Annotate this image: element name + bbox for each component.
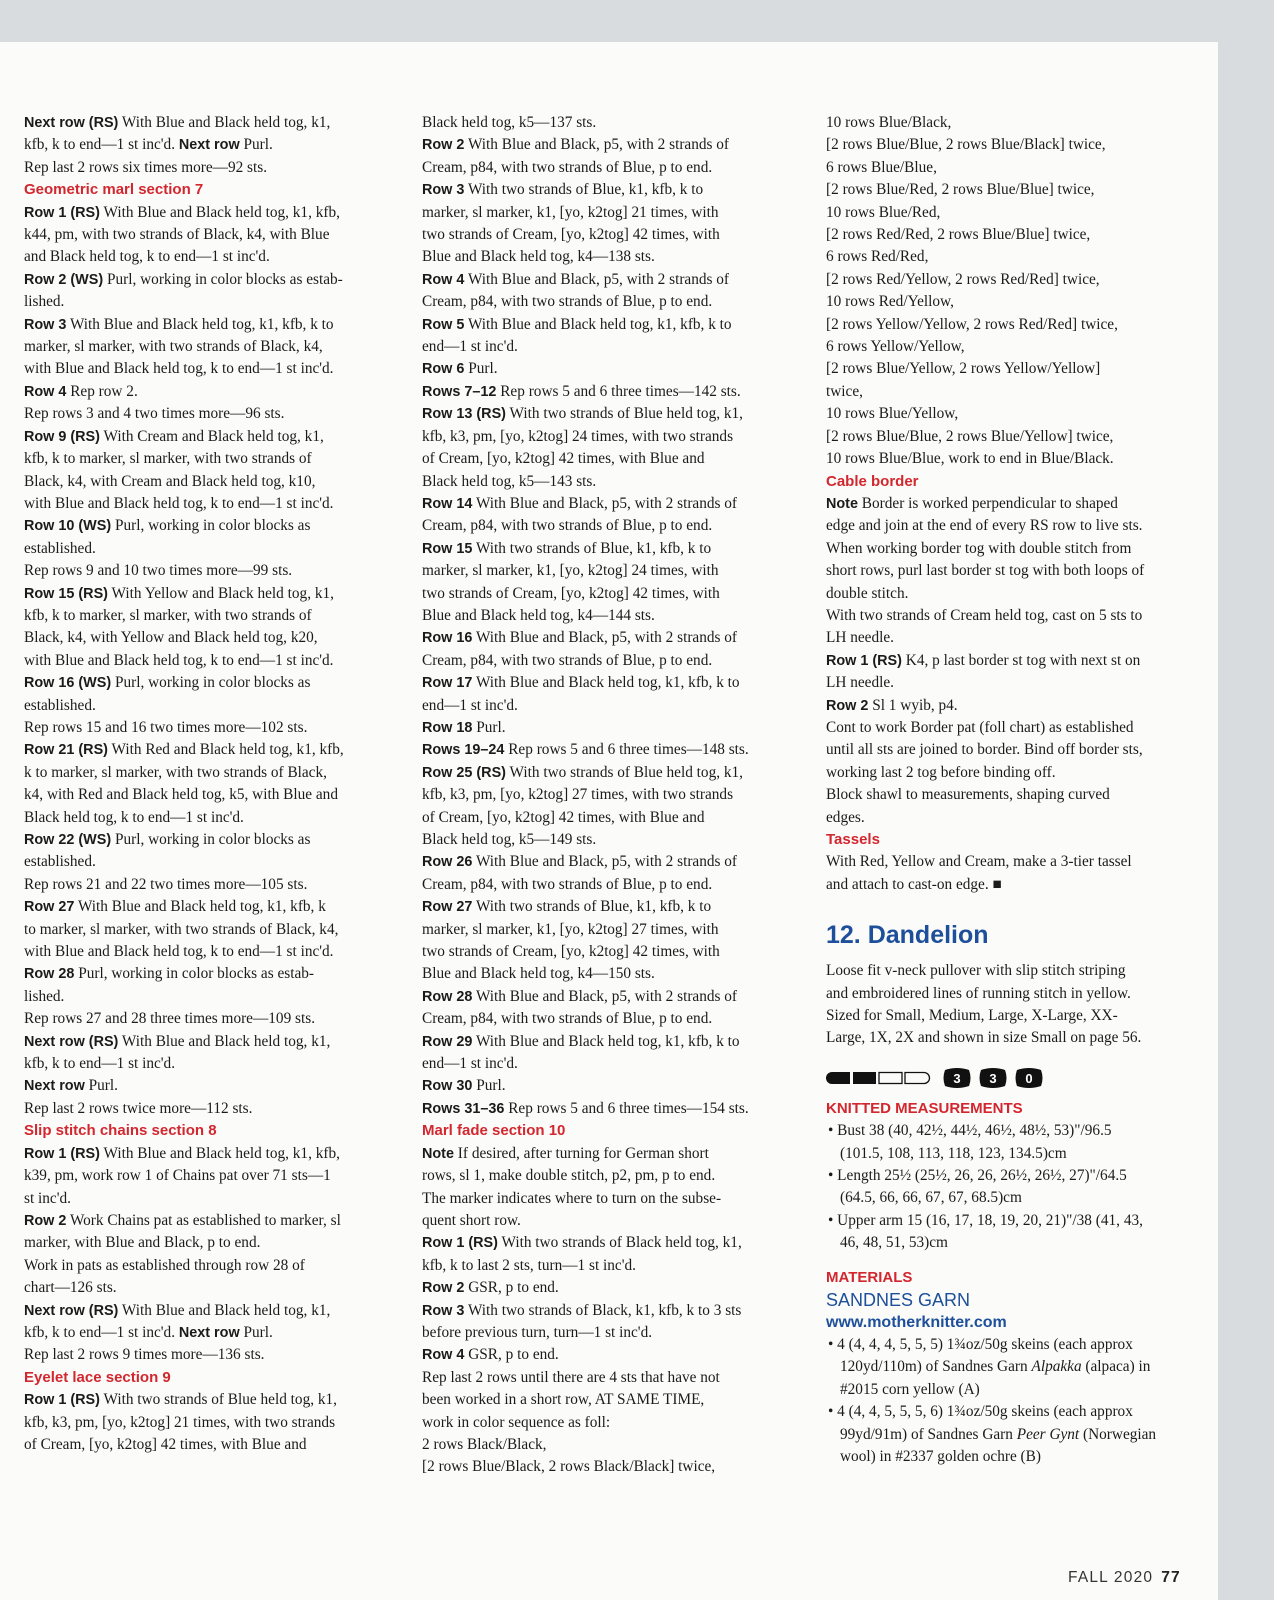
instruction-line: Row 25 (RS) With two strands of Blue held tog, k1, (422, 763, 744, 781)
instruction-line: quent short row. (422, 1211, 521, 1229)
instruction-line: k39, pm, work row 1 of Chains pat over 71 sts—1 (24, 1167, 331, 1185)
instruction-line: of Cream, [yo, k2tog] 42 times, with Blue and (24, 1435, 307, 1453)
instruction-line: kfb, k to end—1 st inc'd. Next row Purl. (24, 1323, 273, 1341)
yarn-brand: SANDNES GARN (826, 1290, 971, 1311)
instruction-line: Row 27 With two strands of Blue, k1, kfb, k to (422, 898, 712, 916)
instruction-line: [2 rows Red/Yellow, 2 rows Red/Red] twice, (826, 270, 1100, 288)
instruction-line: Row 2 Sl 1 wyib, p4. (826, 696, 958, 714)
instruction-line: Rep rows 9 and 10 two times more—99 sts. (24, 562, 293, 580)
instruction-line: before previous turn, turn—1 st inc'd. (422, 1323, 653, 1341)
section-heading: Tassels (826, 831, 880, 848)
instruction-line: 6 rows Red/Red, (826, 248, 929, 266)
instruction-line: Row 1 (RS) With Blue and Black held tog, k1, kfb, (24, 203, 340, 221)
instruction-line: [2 rows Blue/Blue, 2 rows Blue/Yellow] twice, (826, 427, 1114, 445)
column-3 (826, 112, 1192, 1468)
instruction-line: Row 6 Purl. (422, 360, 498, 378)
instruction-line: with Blue and Black held tog, k to end—1 st inc'd. (24, 651, 334, 669)
instruction-line: kfb, k to end—1 st inc'd. Next row Purl. (24, 136, 273, 154)
instruction-line: Cream, p84, with two strands of Blue, p to end. (422, 651, 713, 669)
material-item: • 4 (4, 4, 4, 5, 5, 5) 1¾oz/50g skeins (each approx 120yd/110m) of Sandnes Garn Alpakka (alpaca) in #2015 corn yellow (A) (828, 1335, 1151, 1398)
yarn-weight-icon (978, 1066, 1008, 1090)
instruction-line: Next row (RS) With Blue and Black held tog, k1, (24, 1301, 331, 1319)
instruction-line: Row 5 With Blue and Black held tog, k1, kfb, k to (422, 315, 732, 333)
instruction-line: end—1 st inc'd. (422, 338, 518, 356)
instruction-line: marker, sl marker, with two strands of Black, k4, (24, 338, 323, 356)
instruction-line: With Red, Yellow and Cream, make a 3-tier tassel (826, 853, 1132, 871)
instruction-line: Row 4 Rep row 2. (24, 382, 138, 400)
instruction-line: Rep last 2 rows 9 times more—136 sts. (24, 1346, 265, 1364)
instruction-line: Row 14 With Blue and Black, p5, with 2 strands of (422, 494, 738, 512)
instruction-line: [2 rows Yellow/Yellow, 2 rows Red/Red] twice, (826, 315, 1118, 333)
instruction-line: Black held tog, k5—143 sts. (422, 472, 597, 490)
page-folio (1068, 1569, 1181, 1587)
instruction-line: Row 2 Work Chains pat as established to marker, sl (24, 1211, 341, 1229)
instruction-line: Rep rows 3 and 4 two times more—96 sts. (24, 405, 285, 423)
instruction-line: Next row Purl. (24, 1077, 118, 1095)
instruction-line: of Cream, [yo, k2tog] 42 times, with Blue and (422, 808, 705, 826)
instruction-line: 6 rows Blue/Blue, (826, 158, 937, 176)
instruction-line: and Black held tog, k to end—1 st inc'd. (24, 248, 270, 266)
instruction-line: Row 3 With Blue and Black held tog, k1, kfb, k to (24, 315, 334, 333)
materials-heading: MATERIALS (826, 1268, 913, 1286)
skill-segment-1 (826, 1072, 850, 1084)
section-heading: Geometric marl section 7 (24, 181, 204, 199)
magazine-page (0, 42, 1218, 1600)
yarn-weight-icon (942, 1066, 972, 1090)
instruction-line: k to marker, sl marker, with two strands of Black, (24, 763, 327, 781)
instruction-line: Row 1 (RS) With two strands of Blue held tog, k1, (24, 1391, 337, 1409)
instruction-line: 2 rows Black/Black, (422, 1435, 547, 1453)
page-number: 77 (1161, 1569, 1181, 1586)
instruction-line: Cream, p84, with two strands of Blue, p to end. (422, 875, 713, 893)
instruction-line: Next row (RS) With Blue and Black held tog, k1, (24, 1032, 331, 1050)
instruction-line: kfb, k3, pm, [yo, k2tog] 27 times, with two strands (422, 786, 734, 804)
instruction-line: Row 2 With Blue and Black, p5, with 2 strands of (422, 136, 730, 154)
instruction-line: k44, pm, with two strands of Black, k4, with Blue (24, 226, 330, 244)
instruction-line: established. (24, 539, 96, 557)
instruction-line: Row 28 Purl, working in color blocks as estab- (24, 965, 315, 983)
instruction-line: end—1 st inc'd. (422, 696, 518, 714)
instruction-line: short rows, purl last border st tog with both loops of (826, 562, 1145, 580)
instruction-line: edge and join at the end of every RS row to live sts. (826, 517, 1143, 535)
instruction-line: Row 22 (WS) Purl, working in color blocks as (24, 831, 311, 848)
pattern-title: 12. Dandelion (826, 921, 989, 950)
instruction-line: Cont to work Border pat (foll chart) as established (826, 718, 1134, 736)
section-heading: Eyelet lace section 9 (24, 1368, 171, 1386)
section-heading: Cable border (826, 472, 919, 490)
instruction-line: st inc'd. (24, 1189, 71, 1207)
instruction-line: Row 1 (RS) With two strands of Black held tog, k1, (422, 1234, 742, 1252)
instruction-line: 10 rows Blue/Yellow, (826, 405, 959, 423)
instruction-line: established. (24, 696, 96, 714)
yarn-weight-icon (1014, 1066, 1044, 1090)
instruction-line: [2 rows Blue/Yellow, 2 rows Yellow/Yellow] (826, 360, 1101, 378)
instruction-line: Blue and Black held tog, k4—144 sts. (422, 606, 655, 624)
instruction-line: Row 18 Purl. (422, 718, 506, 736)
instruction-line: Note Border is worked perpendicular to shaped (826, 494, 1118, 512)
instruction-line: Row 13 (RS) With two strands of Blue held tog, k1, (422, 405, 744, 423)
measurement-item: • Bust 38 (40, 42½, 44½, 46½, 48½, 53)"/96.5 (101.5, 108, 113, 118, 123, 134.5)cm (828, 1122, 1112, 1162)
instruction-line: Row 15 (RS) With Yellow and Black held tog, k1, (24, 584, 334, 602)
pattern-intro-line: Loose fit v-neck pullover with slip stitch striping (826, 962, 1126, 980)
pattern-intro-line: Large, 1X, 2X and shown in size Small on page 56. (826, 1029, 1142, 1047)
instruction-line: work in color sequence as foll: (422, 1413, 611, 1431)
instruction-line: Cream, p84, with two strands of Blue, p to end. (422, 293, 713, 311)
instruction-line: Cream, p84, with two strands of Blue, p to end. (422, 158, 713, 176)
instruction-line: double stitch. (826, 584, 909, 602)
instruction-line: kfb, k to marker, sl marker, with two strands of (24, 606, 312, 624)
instruction-line: kfb, k to last 2 sts, turn—1 st inc'd. (422, 1256, 636, 1274)
pattern-intro-line: Sized for Small, Medium, Large, X-Large, XX- (826, 1007, 1118, 1025)
instruction-line: Row 1 (RS) With Blue and Black held tog, k1, kfb, (24, 1144, 340, 1162)
instruction-line: with Blue and Black held tog, k to end—1 st inc'd. (24, 494, 334, 512)
instruction-line: Row 30 Purl. (422, 1077, 506, 1095)
instruction-line: Row 16 With Blue and Black, p5, with 2 strands of (422, 629, 738, 647)
instruction-line: Row 21 (RS) With Red and Black held tog, k1, kfb, (24, 741, 344, 759)
instruction-line: Black held tog, k to end—1 st inc'd. (24, 808, 244, 826)
instruction-line: Black held tog, k5—149 sts. (422, 831, 597, 848)
instruction-line: lished. (24, 293, 65, 311)
section-heading: Slip stitch chains section 8 (24, 1122, 217, 1140)
instruction-line: Rep rows 21 and 22 two times more—105 sts. (24, 875, 308, 893)
column-1 (24, 112, 400, 1456)
instruction-line: established. (24, 853, 96, 871)
skill-segment-2 (853, 1072, 876, 1084)
instruction-line: marker, with Blue and Black, p to end. (24, 1234, 261, 1252)
instruction-line: k4, with Red and Black held tog, k5, with Blue and (24, 786, 338, 804)
section-heading: Marl fade section 10 (422, 1122, 566, 1140)
instruction-line: Row 26 With Blue and Black, p5, with 2 strands of (422, 853, 738, 871)
instruction-line: marker, sl marker, k1, [yo, k2tog] 27 times, with (422, 920, 719, 938)
instruction-line: until all sts are joined to border. Bind off border sts, (826, 741, 1143, 759)
instruction-line: LH needle. (826, 674, 894, 692)
measurement-item: • Length 25½ (25½, 26, 26, 26½, 26½, 27)"/64.5 (64.5, 66, 66, 67, 67, 68.5)cm (828, 1167, 1127, 1207)
instruction-line: Black, k4, with Yellow and Black held tog, k20, (24, 629, 318, 647)
instruction-line: twice, (826, 382, 863, 400)
instruction-line: 10 rows Blue/Black, (826, 114, 952, 131)
instruction-line: [2 rows Blue/Red, 2 rows Blue/Blue] twice, (826, 181, 1095, 199)
instruction-line: Rep rows 15 and 16 two times more—102 sts. (24, 718, 308, 736)
instruction-line: Row 29 With Blue and Black held tog, k1, kfb, k to (422, 1032, 740, 1050)
instruction-line: chart—126 sts. (24, 1279, 117, 1297)
instruction-line: Rows 7–12 Rep rows 5 and 6 three times—142 sts. (422, 382, 741, 400)
instruction-line: With two strands of Cream held tog, cast on 5 sts to (826, 606, 1143, 624)
instruction-line: Rows 31–36 Rep rows 5 and 6 three times—154 sts. (422, 1099, 749, 1117)
skill-segment-3 (879, 1072, 902, 1083)
pattern-intro-line: and embroidered lines of running stitch in yellow. (826, 984, 1131, 1002)
instruction-line: been worked in a short row, AT SAME TIME, (422, 1391, 705, 1409)
yarn-weight-number: 3 (953, 1070, 961, 1086)
instruction-line: Row 15 With two strands of Blue, k1, kfb, k to (422, 539, 712, 557)
skill-and-yarn-icons (826, 1066, 1192, 1090)
instruction-line: Row 4 With Blue and Black, p5, with 2 strands of (422, 270, 730, 288)
instruction-line: 10 rows Blue/Blue, work to end in Blue/Black. (826, 450, 1114, 468)
instruction-line: Blue and Black held tog, k4—138 sts. (422, 248, 655, 266)
instruction-line: Rep last 2 rows twice more—112 sts. (24, 1099, 253, 1117)
instruction-line: lished. (24, 987, 65, 1005)
instruction-line: and attach to cast-on edge. ■ (826, 875, 1002, 893)
instruction-line: kfb, k3, pm, [yo, k2tog] 24 times, with two strands (422, 427, 734, 445)
instruction-line: marker, sl marker, k1, [yo, k2tog] 21 times, with (422, 203, 719, 221)
yarn-weight-number: 3 (989, 1070, 997, 1086)
instruction-line: Rep last 2 rows six times more—92 sts. (24, 158, 268, 176)
instruction-line: Row 9 (RS) With Cream and Black held tog, k1, (24, 427, 324, 445)
measurements-heading: KNITTED MEASUREMENTS (826, 1099, 1023, 1117)
instruction-line: Rep last 2 rows until there are 4 sts that have not (422, 1368, 720, 1386)
instruction-line: to marker, sl marker, with two strands of Black, k4, (24, 920, 339, 938)
instruction-line: 10 rows Blue/Red, (826, 203, 941, 221)
instruction-line: [2 rows Blue/Blue, 2 rows Blue/Black] twice, (826, 136, 1106, 154)
instruction-line: Row 2 (WS) Purl, working in color blocks as estab- (24, 270, 343, 288)
instruction-line: Rep rows 27 and 28 three times more—109 sts. (24, 1010, 316, 1028)
instruction-line: Row 28 With Blue and Black, p5, with 2 strands of (422, 987, 738, 1005)
yarn-website-link[interactable]: www.motherknitter.com (826, 1313, 1007, 1331)
instruction-line: Row 1 (RS) K4, p last border st tog with next st on (826, 651, 1141, 669)
instruction-line: Row 27 With Blue and Black held tog, k1, kfb, k (24, 898, 326, 916)
instruction-line: 6 rows Yellow/Yellow, (826, 338, 965, 356)
instruction-line: Row 4 GSR, p to end. (422, 1346, 559, 1364)
instruction-line: LH needle. (826, 629, 894, 647)
instruction-line: Cream, p84, with two strands of Blue, p to end. (422, 1010, 713, 1028)
material-item: • 4 (4, 4, 5, 5, 5, 6) 1¾oz/50g skeins (each approx 99yd/91m) of Sandnes Garn Peer Gynt (Norwegian wool) in #2337 golden ochre (B) (828, 1403, 1157, 1465)
instruction-line: Row 16 (WS) Purl, working in color blocks as (24, 674, 311, 692)
instruction-line: kfb, k3, pm, [yo, k2tog] 21 times, with two strands (24, 1413, 336, 1431)
skill-segment-4 (905, 1072, 930, 1083)
instruction-line: Row 17 With Blue and Black held tog, k1, kfb, k to (422, 674, 740, 692)
issue-label: FALL 2020 (1068, 1569, 1154, 1586)
instruction-line: Work in pats as established through row 28 of (24, 1256, 305, 1274)
instruction-line: marker, sl marker, k1, [yo, k2tog] 24 times, with (422, 562, 719, 580)
instruction-line: kfb, k to marker, sl marker, with two strands of (24, 450, 312, 468)
instruction-line: The marker indicates where to turn on the subse- (422, 1189, 722, 1207)
measurement-item: • Upper arm 15 (16, 17, 18, 19, 20, 21)"/38 (41, 43, 46, 48, 51, 53)cm (828, 1211, 1143, 1252)
instruction-line: edges. (826, 808, 865, 826)
instruction-line: two strands of Cream, [yo, k2tog] 42 times, with (422, 584, 720, 602)
instruction-line: Row 2 GSR, p to end. (422, 1279, 559, 1297)
instruction-line: Row 3 With two strands of Blue, k1, kfb, k to (422, 181, 704, 199)
instruction-line: When working border tog with double stitch from (826, 539, 1132, 557)
instruction-line: two strands of Cream, [yo, k2tog] 42 times, with (422, 226, 720, 244)
instruction-line: 10 rows Red/Yellow, (826, 293, 954, 311)
instruction-line: rows, sl 1, make double stitch, p2, pm, p to end. (422, 1167, 716, 1185)
instruction-line: kfb, k to end—1 st inc'd. (24, 1055, 176, 1073)
instruction-line: Next row (RS) With Blue and Black held tog, k1, (24, 114, 331, 131)
instruction-line: Row 3 With two strands of Black, k1, kfb, k to 3 sts (422, 1301, 742, 1319)
skill-level-icon (826, 1070, 936, 1086)
instruction-line: of Cream, [yo, k2tog] 42 times, with Blue and (422, 450, 705, 468)
instruction-line: [2 rows Red/Red, 2 rows Blue/Blue] twice, (826, 226, 1091, 244)
instruction-line: end—1 st inc'd. (422, 1055, 518, 1073)
instruction-line: with Blue and Black held tog, k to end—1 st inc'd. (24, 943, 334, 961)
instruction-line: Blue and Black held tog, k4—150 sts. (422, 965, 655, 983)
instruction-line: Black held tog, k5—137 sts. (422, 114, 597, 131)
yarn-weight-number: 0 (1025, 1070, 1033, 1086)
instruction-line: [2 rows Blue/Black, 2 rows Black/Black] twice, (422, 1458, 716, 1476)
instruction-line: Cream, p84, with two strands of Blue, p to end. (422, 517, 713, 535)
instruction-line: Rows 19–24 Rep rows 5 and 6 three times—148 sts. (422, 741, 749, 759)
instruction-line: working last 2 tog before binding off. (826, 763, 1056, 781)
instruction-line: two strands of Cream, [yo, k2tog] 42 times, with (422, 943, 720, 961)
instruction-line: with Blue and Black held tog, k to end—1 st inc'd. (24, 360, 334, 378)
instruction-line: Row 10 (WS) Purl, working in color blocks as (24, 517, 311, 535)
instruction-line: Black, k4, with Cream and Black held tog, k10, (24, 472, 316, 490)
instruction-line: Note If desired, after turning for German short (422, 1144, 709, 1162)
instruction-line: Block shawl to measurements, shaping curved (826, 786, 1110, 804)
column-2 (422, 112, 798, 1479)
